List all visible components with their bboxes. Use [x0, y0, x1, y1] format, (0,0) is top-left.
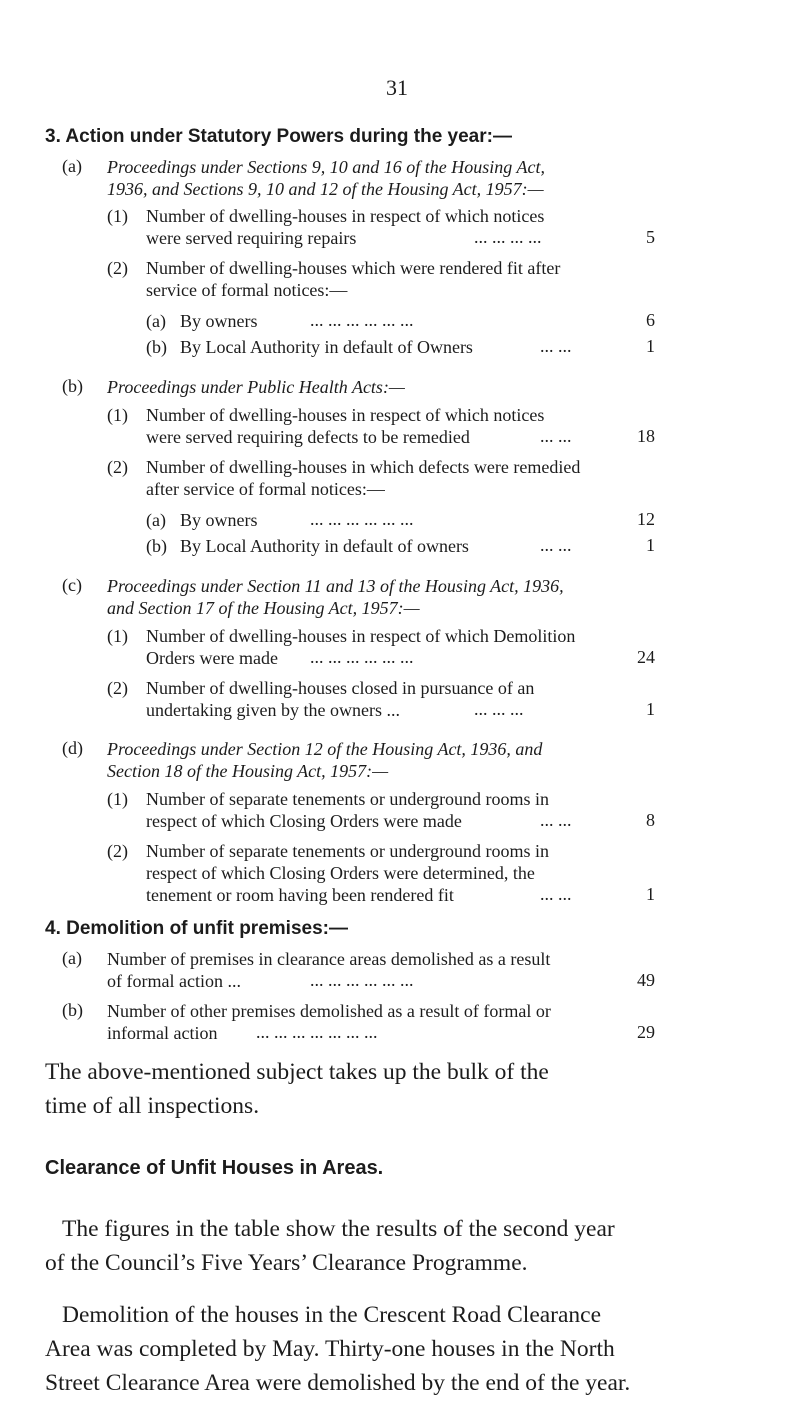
leader-dots: ... ... ... ... ... ... ...	[256, 1022, 378, 1042]
section-3a-item-2b-text: By Local Authority in default of Owners	[180, 337, 473, 357]
paragraph-2-line-2: of the Council’s Five Years’ Clearance Programme.	[45, 1250, 528, 1276]
section-3b-item-1-value: 18	[637, 426, 655, 446]
section-4b-value: 29	[637, 1022, 655, 1042]
leader-dots: ... ...	[540, 426, 572, 446]
section-4a-line-2: of formal action ...	[107, 971, 241, 991]
section-3a-item-1-value: 5	[646, 227, 655, 247]
section-3c-item-1-number: (1)	[107, 626, 128, 646]
section-3b-item-1-line-2: were served requiring defects to be remedied	[146, 427, 470, 447]
leader-dots: ... ...	[540, 884, 572, 904]
section-3c-item-2-line-2: undertaking given by the owners ...	[146, 700, 400, 720]
section-3a-item-2-number: (2)	[107, 258, 128, 278]
leader-dots: ... ... ... ... ... ...	[310, 647, 414, 667]
section-3b-item-2b-label: (b)	[146, 536, 167, 556]
section-3d-item-2-value: 1	[646, 884, 655, 904]
section-3c-item-1-value: 24	[637, 647, 655, 667]
leader-dots: ... ... ... ... ... ...	[310, 509, 414, 529]
section-3b-item-1-line-1: Number of dwelling-houses in respect of which notices	[146, 405, 545, 425]
section-3c-label: (c)	[62, 575, 82, 595]
section-3c-item-1-line-1: Number of dwelling-houses in respect of which Demolition	[146, 626, 576, 646]
section-3a-item-1-number: (1)	[107, 206, 128, 226]
section-3b-item-2-number: (2)	[107, 457, 128, 477]
section-3a-item-2a-text: By owners	[180, 311, 258, 331]
section-3d-item-2-line-3: tenement or room having been rendered fit	[146, 885, 454, 905]
section-3b-item-2a-text: By owners	[180, 510, 258, 530]
leader-dots: ... ... ...	[474, 699, 524, 719]
paragraph-2-line-1: The figures in the table show the results of the second year	[62, 1216, 615, 1242]
section-3d-item-1-line-2: respect of which Closing Orders were made	[146, 811, 462, 831]
section-3d-item-2-line-1: Number of separate tenements or underground rooms in	[146, 841, 550, 861]
section-3a-item-2-line-2: service of formal notices:—	[146, 280, 348, 300]
paragraph-1-line-2: time of all inspections.	[45, 1093, 260, 1119]
leader-dots: ... ...	[540, 336, 572, 356]
section-3b-item-2-line-2: after service of formal notices:—	[146, 479, 385, 499]
section-4b-label: (b)	[62, 1000, 83, 1020]
section-3a-item-2a-value: 6	[646, 310, 655, 330]
section-3d-label: (d)	[62, 738, 83, 758]
paragraph-1-line-1: The above-mentioned subject takes up the bulk of the	[45, 1059, 549, 1085]
leader-dots: ... ...	[540, 810, 572, 830]
section-3d-item-1-number: (1)	[107, 789, 128, 809]
section-4b-line-1: Number of other premises demolished as a result of formal or	[107, 1001, 551, 1021]
paragraph-3-line-1: Demolition of the houses in the Crescent Road Clearance	[62, 1302, 602, 1328]
section-3a-item-2b-value: 1	[646, 336, 655, 356]
section-4-heading: 4. Demolition of unfit premises:—	[45, 918, 348, 939]
clearance-heading: Clearance of Unfit Houses in Areas.	[45, 1157, 384, 1179]
section-3c-title-line-1: Proceedings under Section 11 and 13 of the Housing Act, 1936,	[107, 576, 564, 596]
section-3d-item-1-line-1: Number of separate tenements or underground rooms in	[146, 789, 550, 809]
section-3b-item-2-line-1: Number of dwelling-houses in which defects were remedied	[146, 457, 581, 477]
section-3a-item-2a-label: (a)	[146, 311, 166, 331]
section-3d-item-2-number: (2)	[107, 841, 128, 861]
paragraph-3-line-3: Street Clearance Area were demolished by the end of the year.	[45, 1370, 631, 1396]
section-3-heading: 3. Action under Statutory Powers during the year:—	[45, 126, 512, 147]
section-3c-item-2-line-1: Number of dwelling-houses closed in pursuance of an	[146, 678, 535, 698]
section-3a-title-line-1: Proceedings under Sections 9, 10 and 16 of the Housing Act,	[107, 157, 545, 177]
section-3c-item-2-number: (2)	[107, 678, 128, 698]
section-3a-item-2-line-1: Number of dwelling-houses which were rendered fit after	[146, 258, 561, 278]
leader-dots: ... ... ... ...	[474, 227, 542, 247]
section-3b-item-2b-value: 1	[646, 535, 655, 555]
section-3b-item-1-number: (1)	[107, 405, 128, 425]
section-3d-title-line-1: Proceedings under Section 12 of the Housing Act, 1936, and	[107, 739, 543, 759]
section-3d-item-2-line-2: respect of which Closing Orders were determined, the	[146, 863, 535, 883]
section-3b-label: (b)	[62, 376, 83, 396]
section-4b-line-2: informal action	[107, 1023, 218, 1043]
section-3b-item-2a-label: (a)	[146, 510, 166, 530]
section-3a-item-2b-label: (b)	[146, 337, 167, 357]
section-3a-label: (a)	[62, 156, 82, 176]
paragraph-3-line-2: Area was completed by May. Thirty-one houses in the North	[45, 1336, 615, 1362]
section-3b-item-2a-value: 12	[637, 509, 655, 529]
section-3c-title-line-2: and Section 17 of the Housing Act, 1957:—	[107, 598, 420, 618]
section-3c-item-1-line-2: Orders were made	[146, 648, 278, 668]
section-3a-title-line-2: 1936, and Sections 9, 10 and 12 of the Housing Act, 1957:—	[107, 179, 544, 199]
section-3b-item-2b-text: By Local Authority in default of owners	[180, 536, 469, 556]
section-3b-title: Proceedings under Public Health Acts:—	[107, 377, 405, 397]
section-3d-title-line-2: Section 18 of the Housing Act, 1957:—	[107, 761, 389, 781]
section-3a-item-1-line-1: Number of dwelling-houses in respect of which notices	[146, 206, 545, 226]
section-3c-item-2-value: 1	[646, 699, 655, 719]
leader-dots: ... ... ... ... ... ...	[310, 310, 414, 330]
section-4a-label: (a)	[62, 948, 82, 968]
leader-dots: ... ... ... ... ... ...	[310, 970, 414, 990]
page-number: 31	[386, 75, 408, 100]
section-4a-line-1: Number of premises in clearance areas demolished as a result	[107, 949, 551, 969]
section-3a-item-1-line-2: were served requiring repairs	[146, 228, 357, 248]
section-3d-item-1-value: 8	[646, 810, 655, 830]
leader-dots: ... ...	[540, 535, 572, 555]
section-4a-value: 49	[637, 970, 655, 990]
